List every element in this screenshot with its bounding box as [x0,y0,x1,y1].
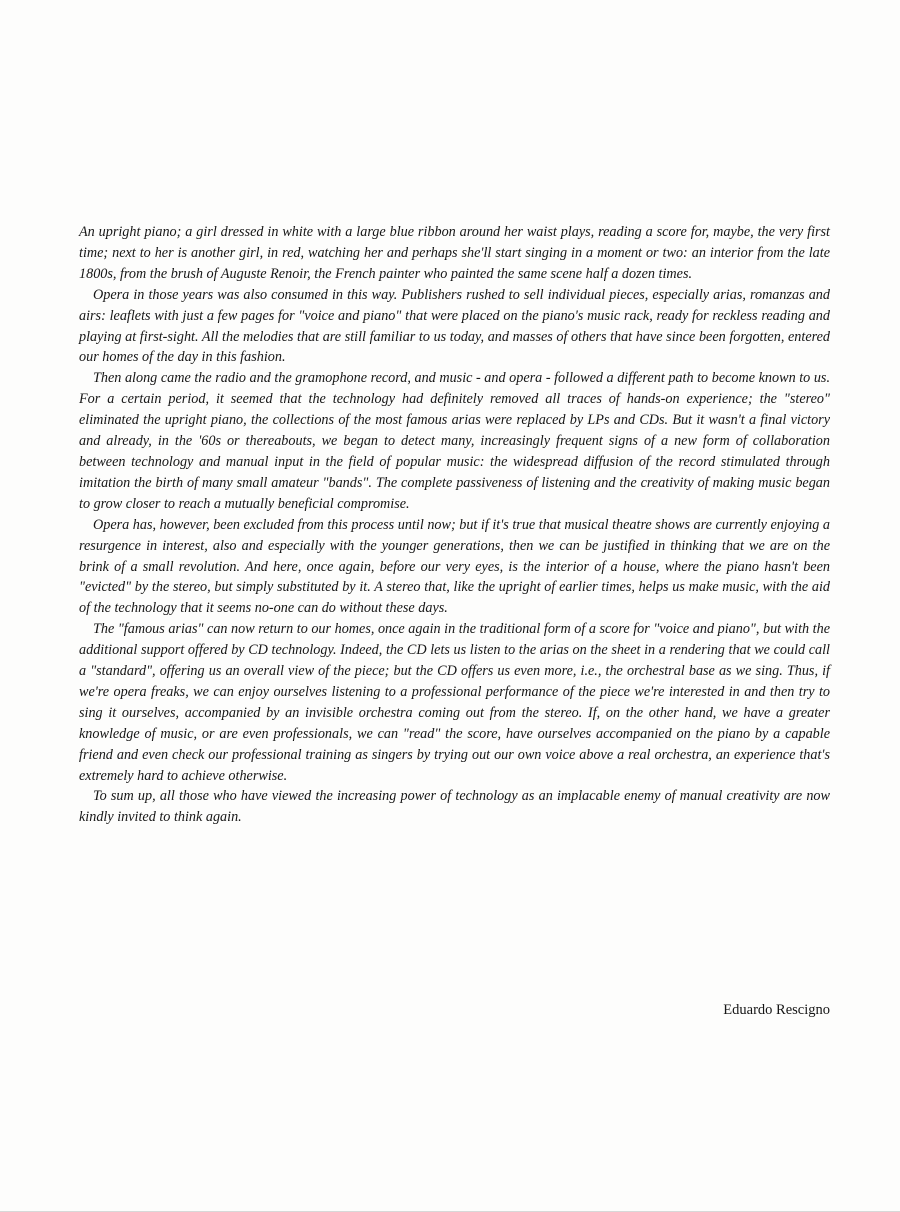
body-text [79,222,830,828]
paragraph-6: To sum up, all those who have viewed the increasing power of technology as an implacable enemy of manual creativity are now kindly invited to think again. [79,788,830,826]
paragraph-2: Opera in those years was also consumed in this way. Publishers rushed to sell individual pieces, especially arias, romanzas and airs: leaflets with just a few pages for "voice and piano" that were placed on the piano's music rack, ready for reckless reading and playing at first-sight. All the melodies that are still familiar to us today, and masses of others that have since been forgotten, entered our homes of the day in this fashion. [79,286,830,366]
author-signature: Eduardo Rescigno [723,1002,830,1018]
paragraph-1: An upright piano; a girl dressed in white with a large blue ribbon around her waist plays, reading a score for, maybe, the very first time; next to her is another girl, in red, watching her and perhaps she'll start singing in a moment or two: an interior from the late 1800s, from the brush of Auguste Renoir, the French painter who painted the same scene half a dozen times. [79,224,830,282]
paragraph-5: The "famous arias" can now return to our homes, once again in the traditional form of a score for "voice and piano", but with the additional support offered by CD technology. Indeed, the CD lets us listen to the arias on the sheet in a rendering that we could call a "standard", offering us an overall view of the piece; but the CD offers us even more, i.e., the orchestral base as we sing. Thus, if we're opera freaks, we can enjoy ourselves listening to a professional performance of the piece we're interested in and then try to sing it ourselves, accompanied by an invisible orchestra coming out from the stereo. If, on the other hand, we have a greater knowledge of music, or are even professionals, we can "read" the score, have ourselves accompanied on the piano by a capable friend and even check our professional training as singers by trying out our own voice above a real orchestra, an experience that's extremely hard to achieve otherwise. [79,621,830,784]
paragraph-3: Then along came the radio and the gramophone record, and music - and opera - followed a different path to become known to us. For a certain period, it seemed that the technology had definitely removed all traces of hands-on experience; the "stereo" eliminated the upright piano, the collections of the most famous arias were replaced by LPs and CDs. But it wasn't a final victory and already, in the '60s or thereabouts, we began to detect many, increasingly frequent signs of a new form of collaboration between technology and manual input in the field of popular music: the widespread diffusion of the record stimulated through imitation the birth of many small amateur "bands". The complete passiveness of listening and the creativity of making music began to grow closer to reach a mutually beneficial compromise. [79,370,830,512]
paragraph-4: Opera has, however, been excluded from this process until now; but if it's true that musical theatre shows are currently enjoying a resurgence in interest, also and especially with the younger generations, then we can be justified in thinking that we are on the brink of a small revolution. And here, once again, before our very eyes, is the interior of a house, where the piano hasn't been "evicted" by the stereo, but simply substituted by it. A stereo that, like the upright of earlier times, helps us make music, with the aid of the technology that it seems no-one can do without these days. [79,516,830,617]
